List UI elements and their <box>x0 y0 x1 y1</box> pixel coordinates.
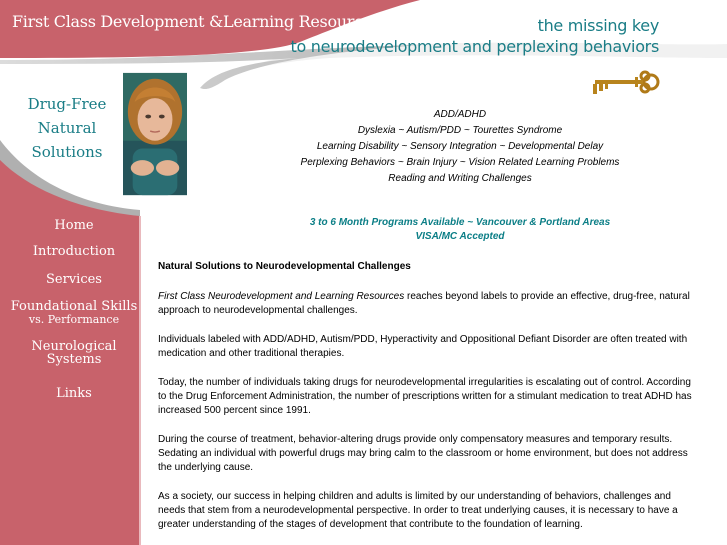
nav-home[interactable]: Home <box>54 218 94 233</box>
topic-item: ADD/ADHD <box>433 109 487 120</box>
slogan <box>14 92 120 164</box>
paragraph: Today, the number of individuals taking drugs for neurodevelopmental irregularities is escalating out of control. According to the Drug Enforcement Administration, the number of prescriptions written for a stimulant medication to treat ADHD has increased 500 percent since 1991. <box>158 377 692 416</box>
topic-item: Learning Disability ~ Sensory Integration ~ Developmental Delay <box>316 141 604 152</box>
content-heading: Natural Solutions to Neurodevelopmental Challenges <box>158 261 411 272</box>
nav-label-line: Foundational Skills <box>10 299 138 314</box>
tagline-line2: to neurodevelopment and perplexing behaviors <box>290 37 659 56</box>
topics-list <box>270 107 650 187</box>
programs-notice <box>270 216 650 244</box>
paragraph: As a society, our success in helping children and adults is limited by our understanding of behaviors, challenges and needs that stem from a neurodevelopmental perspective. In order to treat underlying causes, it is necessary to have a greater understanding of the stages of development that contribute to the foundation of learning. <box>158 491 678 530</box>
golden-key-icon <box>585 68 665 102</box>
topic-item: Perplexing Behaviors ~ Brain Injury ~ Vision Related Learning Problems <box>300 157 620 168</box>
org-name: First Class Neurodevelopment and Learning Resources <box>158 291 405 302</box>
payment-line: VISA/MC Accepted <box>415 231 505 242</box>
nav-label-line: Neurological <box>31 339 117 354</box>
paragraph: During the course of treatment, behavior-altering drugs provide only compensatory measures and temporary results. Sedating an individual with powerful drugs may bring calm to the classroom or home environment, but does not address the underlying cause. <box>158 434 688 473</box>
paragraph-text: reaches beyond labels to provide an effective, drug-free, natural approach to neurodevelopmental challenges. <box>158 291 690 316</box>
slogan-line: Drug-Free <box>27 95 107 113</box>
topic-item: Reading and Writing Challenges <box>388 173 532 184</box>
paragraph-intro <box>158 290 700 318</box>
nav-label-line: Systems <box>46 352 102 367</box>
programs-line: 3 to 6 Month Programs Available ~ Vancouver & Portland Areas <box>309 217 611 228</box>
nav-foundational-skills[interactable] <box>4 300 144 326</box>
slogan-line: Natural <box>37 119 97 137</box>
topic-item: Dyslexia ~ Autism/PDD ~ Tourettes Syndrome <box>357 125 563 136</box>
child-photo <box>122 71 188 197</box>
paragraph: Individuals labeled with ADD/ADHD, Autism/PDD, Hyperactivity and Oppositional Defiant Disorder are often treated with medication and other traditional therapies. <box>158 334 688 359</box>
nav-links[interactable]: Links <box>56 386 92 401</box>
site-title: First Class Development &Learning Resources <box>12 12 380 31</box>
nav-neurological-systems[interactable] <box>4 340 144 366</box>
nav-introduction[interactable]: Introduction <box>32 244 116 259</box>
nav-services[interactable]: Services <box>46 272 102 287</box>
nav-label-line: vs. Performance <box>28 313 120 326</box>
tagline-line1: the missing key <box>537 16 659 35</box>
slogan-line: Solutions <box>31 143 103 161</box>
main-content <box>158 260 700 545</box>
